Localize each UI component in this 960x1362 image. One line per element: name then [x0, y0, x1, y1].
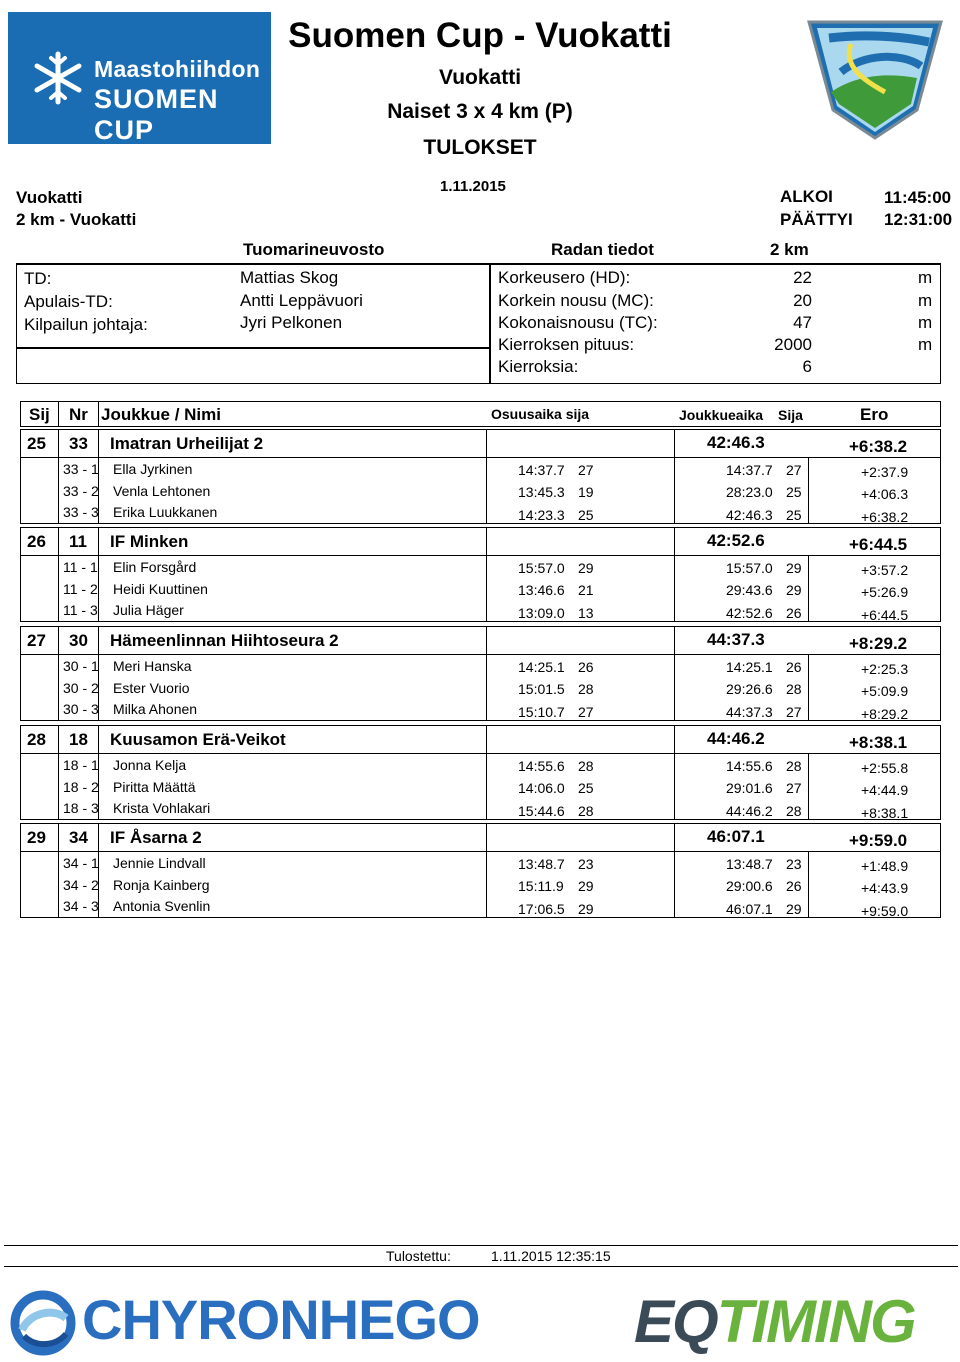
venue-title: Vuokatti	[438, 66, 522, 89]
team-number: 34	[69, 828, 88, 847]
member-cum-pos: 26	[786, 659, 802, 675]
member-leg-time: 15:10.7	[518, 704, 565, 720]
member-leg-pos: 27	[578, 462, 594, 478]
team-number: 30	[69, 631, 88, 650]
member-bib: 33 - 1	[63, 461, 99, 477]
col-header-gap: Ero	[860, 405, 889, 424]
jury-role-apulais-td: Apulais-TD:	[24, 292, 113, 311]
course-label-laps: Kierroksia:	[498, 357, 579, 376]
results-header-row	[20, 401, 941, 427]
team-name: IF Åsarna 2	[110, 828, 202, 847]
team-time: 46:07.1	[707, 827, 765, 846]
member-leg-pos: 28	[578, 803, 594, 819]
course-value-mc: 20	[793, 291, 812, 310]
member-cum-pos: 26	[786, 605, 802, 621]
member-bib: 33 - 2	[63, 482, 99, 499]
team-name: Imatran Urheilijat 2	[110, 434, 264, 453]
member-bib: 30 - 1	[63, 658, 99, 674]
member-leg-pos: 25	[578, 507, 594, 523]
member-bib: 11 - 3	[63, 602, 98, 618]
member-cum-pos: 27	[786, 704, 802, 720]
course-info-heading: Radan tiedot	[551, 240, 654, 259]
jury-role-director: Kilpailun johtaja:	[24, 315, 148, 334]
chyronhego-swirl-icon	[10, 1290, 76, 1356]
member-leg-time: 14:06.0	[518, 779, 565, 796]
member-name: Heidi Kuuttinen	[113, 580, 208, 597]
member-gap: +5:26.9	[861, 583, 909, 600]
member-bib: 30 - 2	[63, 679, 99, 696]
col-header-leg: Osuusaika sija	[491, 406, 590, 422]
team-members	[20, 852, 941, 918]
team-gap: +8:38.1	[849, 733, 908, 752]
team-name: Kuusamon Erä-Veikot	[110, 730, 286, 749]
member-bib: 11 - 1	[63, 559, 98, 575]
member-bib: 34 - 3	[63, 898, 99, 914]
course-label-mc: Korkein nousu (MC):	[498, 291, 654, 310]
member-cum-pos: 25	[786, 483, 802, 500]
member-leg-pos: 29	[578, 560, 594, 576]
member-cum-time: 46:07.1	[726, 901, 773, 917]
course-value-hd: 22	[793, 268, 812, 287]
info-box-top-line	[16, 263, 941, 265]
member-bib: 18 - 2	[63, 778, 99, 795]
member-leg-pos: 29	[578, 877, 594, 894]
member-gap: +2:55.8	[861, 760, 909, 776]
team-gap: +6:44.5	[849, 535, 908, 554]
member-gap: +1:48.9	[861, 858, 909, 874]
member-leg-time: 17:06.5	[518, 901, 565, 917]
member-bib: 34 - 2	[63, 876, 99, 893]
page-title: Suomen Cup - Vuokatti	[288, 16, 672, 55]
ski-association-emblem	[805, 14, 945, 142]
eqtiming-logo: EQTIMING	[634, 1288, 915, 1355]
member-gap: +5:09.9	[861, 682, 909, 699]
course-unit-mc: m	[918, 291, 933, 310]
team-gap: +6:38.2	[849, 437, 908, 456]
member-leg-time: 14:23.3	[518, 507, 565, 523]
member-gap: +3:57.2	[861, 562, 909, 578]
team-rank: 29	[27, 828, 46, 847]
member-leg-time: 14:55.6	[518, 758, 565, 774]
team-members	[20, 556, 941, 622]
info-divider	[489, 263, 491, 384]
team-time: 44:46.2	[707, 729, 765, 748]
member-leg-time: 13:48.7	[518, 856, 565, 872]
start-label: ALKOI	[780, 187, 833, 206]
snowflake-icon	[30, 50, 86, 106]
member-name: Ella Jyrkinen	[113, 461, 193, 477]
team-rank: 26	[27, 532, 46, 551]
member-bib: 30 - 3	[63, 701, 99, 717]
col-header-sij: Sij	[29, 405, 50, 424]
member-name: Jennie Lindvall	[113, 855, 206, 871]
member-gap: +8:29.2	[861, 706, 909, 722]
col-header-team: Joukkue / Nimi	[101, 405, 221, 424]
member-name: Jonna Kelja	[113, 757, 187, 773]
team-number: 33	[69, 434, 88, 453]
course-name: 2 km - Vuokatti	[16, 210, 137, 229]
team-gap: +9:59.0	[849, 831, 908, 850]
member-cum-pos: 28	[786, 803, 802, 819]
end-label: PÄÄTTYI	[780, 210, 853, 229]
course-label-hd: Korkeusero (HD):	[498, 268, 631, 287]
member-gap: +2:37.9	[861, 464, 909, 480]
member-leg-pos: 26	[578, 659, 594, 675]
member-bib: 34 - 1	[63, 855, 99, 871]
member-name: Krista Vohlakari	[113, 800, 211, 816]
member-bib: 18 - 3	[63, 800, 99, 816]
team-time: 44:37.3	[707, 630, 765, 649]
course-unit-lap: m	[918, 335, 933, 354]
member-gap: +4:43.9	[861, 879, 909, 896]
team-row	[20, 823, 941, 852]
member-name: Venla Lehtonen	[113, 482, 211, 499]
course-value-laps: 6	[802, 357, 812, 376]
member-cum-time: 29:00.6	[726, 877, 773, 894]
member-leg-time: 14:25.1	[518, 659, 565, 675]
course-unit-tc: m	[918, 313, 933, 332]
member-leg-pos: 19	[578, 483, 594, 500]
member-leg-pos: 13	[578, 605, 594, 621]
member-cum-pos: 28	[786, 758, 802, 774]
member-gap: +6:38.2	[861, 509, 909, 525]
member-leg-time: 13:46.6	[518, 581, 565, 598]
team-members	[20, 458, 941, 524]
jury-name-director: Jyri Pelkonen	[240, 313, 343, 332]
member-cum-time: 44:46.2	[726, 803, 773, 819]
logo-line1: Maastohiihdon	[94, 56, 261, 82]
col-header-nr: Nr	[69, 405, 88, 424]
course-value-lap: 2000	[774, 335, 812, 354]
team-rank: 28	[27, 730, 46, 749]
jury-heading: Tuomarineuvosto	[243, 240, 385, 259]
team-time: 42:46.3	[707, 433, 765, 452]
member-cum-pos: 29	[786, 581, 802, 598]
team-name: IF Minken	[110, 532, 189, 551]
member-cum-time: 29:26.6	[726, 680, 773, 697]
member-leg-time: 13:09.0	[518, 605, 565, 621]
location: Vuokatti	[16, 188, 83, 207]
jury-name-td: Mattias Skog	[240, 268, 339, 287]
member-gap: +9:59.0	[861, 903, 909, 919]
member-leg-time: 15:01.5	[518, 680, 565, 697]
member-cum-pos: 25	[786, 507, 802, 523]
suomen-cup-logo	[8, 12, 271, 144]
member-cum-time: 29:01.6	[726, 779, 773, 796]
start-time: 11:45:00	[884, 188, 952, 207]
member-cum-time: 15:57.0	[726, 560, 773, 576]
course-label-lap: Kierroksen pituus:	[498, 335, 635, 354]
team-time: 42:52.6	[707, 531, 765, 550]
printed-value: 1.11.2015 12:35:15	[491, 1248, 611, 1264]
results-title: TULOKSET	[423, 136, 537, 159]
team-number: 18	[69, 730, 88, 749]
team-gap: +8:29.2	[849, 634, 908, 653]
member-leg-time: 14:37.7	[518, 462, 565, 478]
member-cum-time: 29:43.6	[726, 581, 773, 598]
member-gap: +6:44.5	[861, 607, 909, 623]
team-rank: 25	[27, 434, 46, 453]
member-leg-pos: 27	[578, 704, 594, 720]
member-leg-time: 15:44.6	[518, 803, 565, 819]
member-bib: 11 - 2	[63, 580, 98, 597]
member-bib: 18 - 1	[63, 757, 99, 773]
footer-top-line	[4, 1245, 958, 1246]
member-leg-time: 15:11.9	[518, 877, 564, 894]
team-name: Hämeenlinnan Hiihtoseura 2	[110, 631, 339, 650]
member-name: Ronja Kainberg	[113, 876, 210, 893]
col-header-team-time: Joukkueaika	[679, 407, 764, 423]
team-members	[20, 754, 941, 820]
member-gap: +8:38.1	[861, 805, 909, 821]
jury-name-apulais-td: Antti Leppävuori	[240, 291, 363, 310]
course-label-tc: Kokonaisnousu (TC):	[498, 313, 658, 332]
member-cum-time: 13:48.7	[726, 856, 773, 872]
race-date: 1.11.2015	[440, 178, 506, 195]
course-value-tc: 47	[793, 313, 812, 332]
member-name: Ester Vuorio	[113, 679, 190, 696]
member-cum-time: 42:46.3	[726, 507, 773, 523]
member-cum-time: 28:23.0	[726, 483, 773, 500]
team-row	[20, 626, 941, 655]
member-gap: +2:25.3	[861, 661, 909, 677]
member-cum-pos: 29	[786, 901, 802, 917]
member-name: Meri Hanska	[113, 658, 192, 674]
member-leg-pos: 28	[578, 680, 594, 697]
member-cum-time: 14:37.7	[726, 462, 773, 478]
team-rank: 27	[27, 631, 46, 650]
member-leg-time: 15:57.0	[518, 560, 565, 576]
member-bib: 33 - 3	[63, 504, 99, 520]
team-row	[20, 527, 941, 556]
member-cum-time: 44:37.3	[726, 704, 773, 720]
member-gap: +4:44.9	[861, 781, 909, 798]
jury-role-td: TD:	[24, 269, 52, 288]
course-unit-hd: m	[918, 268, 933, 287]
member-name: Julia Häger	[113, 602, 184, 618]
member-gap: +4:06.3	[861, 485, 909, 502]
team-number: 11	[69, 532, 87, 551]
member-name: Antonia Svenlin	[113, 898, 211, 914]
member-cum-time: 14:25.1	[726, 659, 773, 675]
member-cum-pos: 27	[786, 779, 802, 796]
member-cum-time: 42:52.6	[726, 605, 773, 621]
col-header-team-pos: Sija	[778, 407, 803, 423]
member-cum-pos: 28	[786, 680, 802, 697]
course-distance: 2 km	[770, 240, 809, 259]
member-leg-pos: 21	[578, 581, 594, 598]
printed-label: Tulostettu:	[386, 1248, 451, 1264]
member-leg-pos: 28	[578, 758, 594, 774]
team-row	[20, 429, 941, 458]
member-name: Erika Luukkanen	[113, 504, 218, 520]
member-cum-pos: 27	[786, 462, 802, 478]
footer-bottom-line	[4, 1266, 958, 1267]
member-name: Milka Ahonen	[113, 701, 198, 717]
member-cum-pos: 26	[786, 877, 802, 894]
member-name: Elin Forsgård	[113, 559, 197, 575]
member-leg-pos: 25	[578, 779, 594, 796]
member-leg-time: 13:45.3	[518, 483, 565, 500]
member-cum-time: 14:55.6	[726, 758, 773, 774]
event-title: Naiset 3 x 4 km (P)	[387, 100, 573, 123]
logo-line2: SUOMEN CUP	[94, 84, 219, 145]
member-name: Piritta Määttä	[113, 778, 196, 795]
team-row	[20, 725, 941, 754]
jury-bottom-line	[16, 347, 490, 349]
member-cum-pos: 23	[786, 856, 802, 872]
team-members	[20, 655, 941, 721]
member-leg-pos: 23	[578, 856, 594, 872]
member-cum-pos: 29	[786, 560, 802, 576]
chyronhego-logo: CHYRONHEGO	[82, 1288, 480, 1351]
member-leg-pos: 29	[578, 901, 594, 917]
end-time: 12:31:00	[884, 210, 953, 229]
